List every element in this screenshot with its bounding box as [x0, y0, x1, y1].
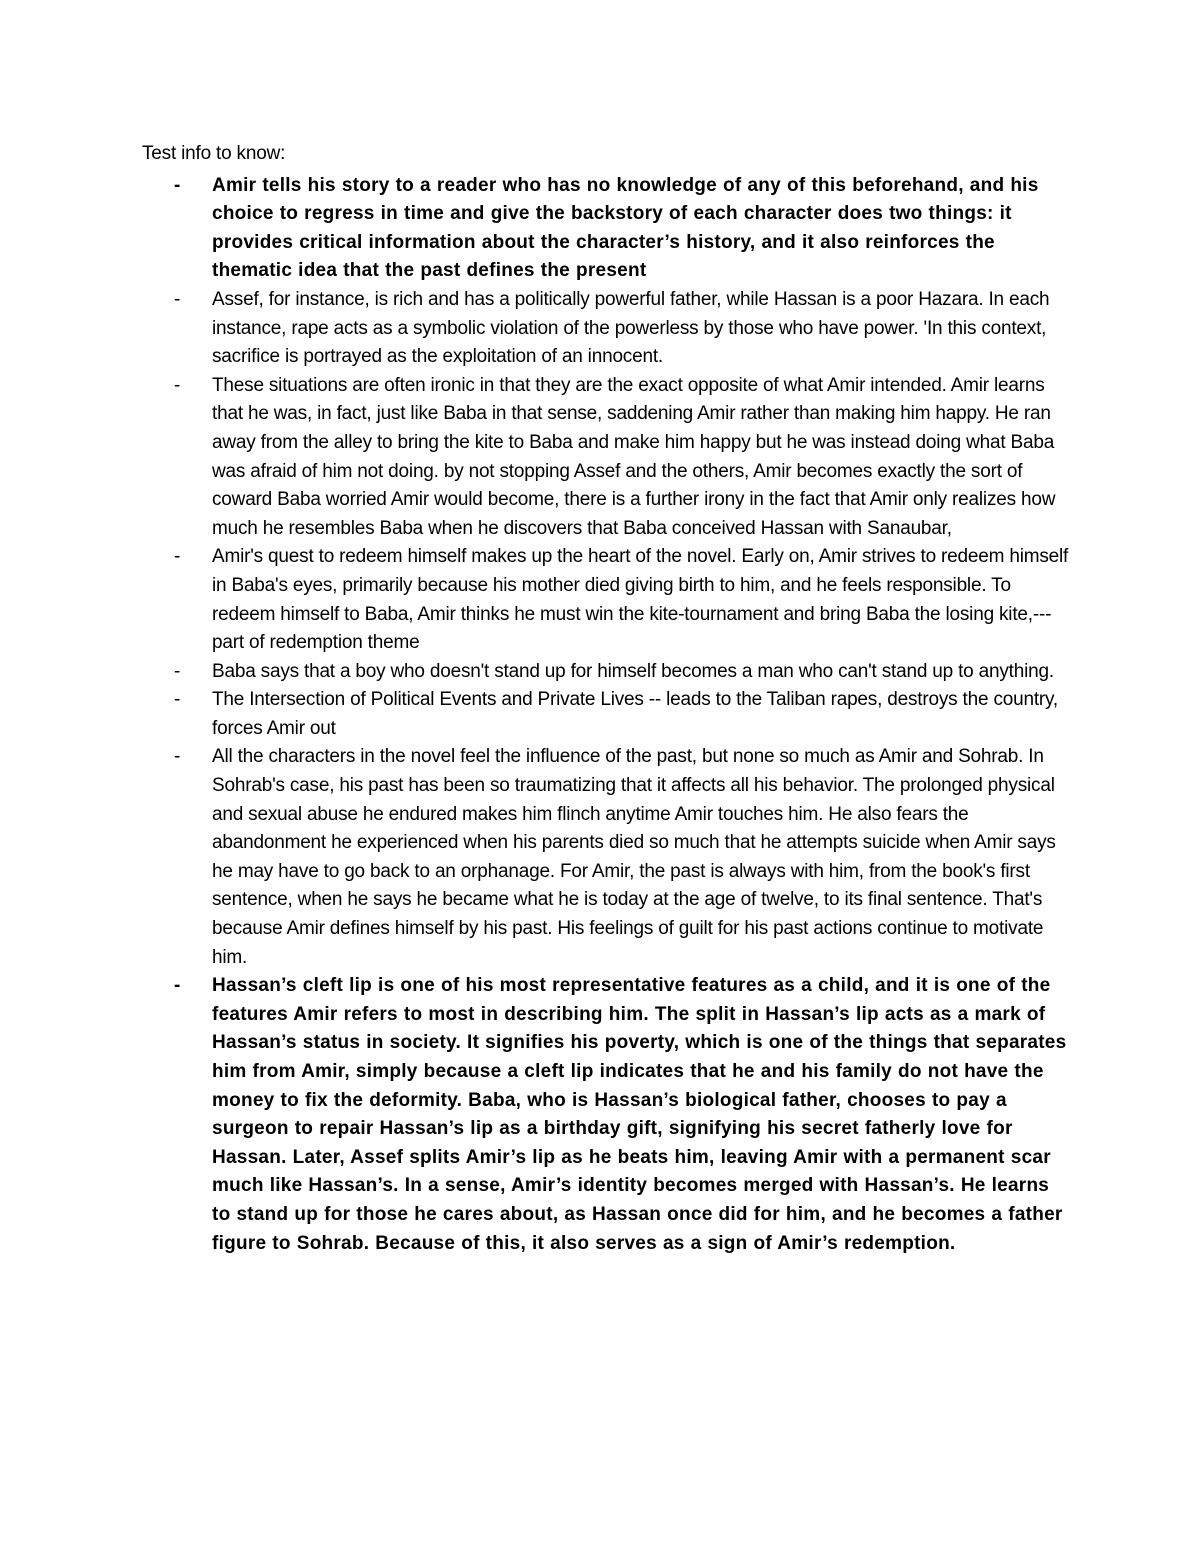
- bullet-dash: -: [174, 546, 181, 568]
- list-item: [142, 658, 1072, 687]
- list-item: [142, 743, 1072, 972]
- list-item-text: Baba says that a boy who doesn't stand up for himself becomes a man who can't stand up to anything.: [212, 660, 1054, 682]
- bullet-dash: -: [174, 288, 181, 310]
- list-item-text: The Intersection of Political Events and Private Lives -- leads to the Taliban rapes, destroys the country, forces Amir out: [212, 689, 1059, 739]
- list-item-text: Amir tells his story to a reader who has no knowledge of any of this beforehand, and his choice to regress in time and give the backstory of each character does two things: it provides critical information about the character’s history, and it also reinforces the thematic idea that the past defines the present: [212, 174, 1039, 282]
- list-item: [142, 372, 1072, 544]
- bullet-dash: -: [174, 689, 181, 711]
- notes-list: [142, 172, 1072, 1259]
- bullet-dash: -: [174, 374, 181, 396]
- list-item-text: These situations are often ironic in that they are the exact opposite of what Amir intended. Amir learns that he was, in fact, just like Baba in that sense, saddening Amir rather than making him happy. He ran away from the alley to bring the kite to Baba and make him happy but he was instead doing what Baba was afraid of him not doing. by not stopping Assef and the others, Amir becomes exactly the sort of coward Baba worried Amir would become, there is a further irony in the fact that Amir only realizes how much he resembles Baba when he discovers that Baba conceived Hassan with Sanaubar,: [212, 374, 1056, 539]
- list-item: [142, 972, 1072, 1258]
- list-item-text: Assef, for instance, is rich and has a politically powerful father, while Hassan is a poor Hazara. In each instance, rape acts as a symbolic violation of the powerless by those who have power. 'In this context, sacrifice is portrayed as the exploitation of an innocent.: [212, 288, 1050, 368]
- document-page: [142, 140, 1072, 1258]
- bullet-dash: -: [174, 975, 181, 997]
- bullet-dash: -: [174, 660, 181, 682]
- list-item: [142, 686, 1072, 743]
- bullet-dash: -: [174, 174, 181, 196]
- list-item: [142, 172, 1072, 286]
- bullet-dash: -: [174, 746, 181, 768]
- page-heading: Test info to know:: [142, 143, 286, 164]
- list-item-text: Amir's quest to redeem himself makes up the heart of the novel. Early on, Amir strives to redeem himself in Baba's eyes, primarily because his mother died giving birth to him, and he feels responsible. To redeem himself to Baba, Amir thinks he must win the kite-tournament and bring Baba the losing kite,--- part of redemption theme: [212, 546, 1069, 654]
- list-item-text: All the characters in the novel feel the influence of the past, but none so much as Amir and Sohrab. In Sohrab's case, his past has been so traumatizing that it affects all his behavior. The prolonged physical and sexual abuse he endured makes him flinch anytime Amir touches him. He also fears the abandonment he experienced when his parents died so much that he attempts suicide when Amir says he may have to go back to an orphanage. For Amir, the past is always with him, from the book's first sentence, when he says he became what he is today at the age of twelve, to its final sentence. That's because Amir defines himself by his past. His feelings of guilt for his past actions continue to motivate him.: [212, 746, 1056, 968]
- list-item: [142, 286, 1072, 372]
- list-item-text: Hassan’s cleft lip is one of his most representative features as a child, and it is one of the features Amir refers to most in describing him. The split in Hassan’s lip acts as a mark of Hassan’s status in society. It signifies his poverty, which is one of the things that separates him from Amir, simply because a cleft lip indicates that he and his family do not have the money to fix the deformity. Baba, who is Hassan’s biological father, chooses to pay a surgeon to repair Hassan’s lip as a birthday gift, signifying his secret fatherly love for Hassan. Later, Assef splits Amir’s lip as he beats him, leaving Amir with a permanent scar much like Hassan’s. In a sense, Amir’s identity becomes merged with Hassan’s. He learns to stand up for those he cares about, as Hassan once did for him, and he becomes a father figure to Sohrab. Because of this, it also serves as a sign of Amir’s redemption.: [212, 975, 1067, 1254]
- list-item: [142, 543, 1072, 657]
